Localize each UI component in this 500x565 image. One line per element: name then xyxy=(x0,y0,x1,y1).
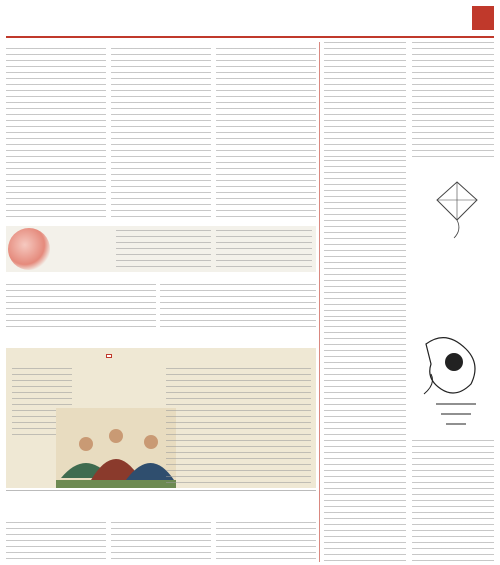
page-number xyxy=(472,6,494,30)
kite-illustration xyxy=(432,180,482,240)
feature-banner xyxy=(6,226,316,272)
poem-text xyxy=(6,284,156,328)
poem-text xyxy=(160,284,316,328)
right-text-column xyxy=(324,160,406,320)
poem-block xyxy=(6,278,156,348)
bottom-article-header xyxy=(6,492,316,496)
flower-icon xyxy=(8,228,50,270)
bottom-text-column xyxy=(111,522,211,562)
right-text-column xyxy=(412,440,494,562)
right-article-bottom xyxy=(324,440,494,562)
right-feature xyxy=(324,160,494,320)
bottom-text-column xyxy=(6,522,106,562)
illustration-side-text xyxy=(166,368,311,483)
ink-drawing xyxy=(416,324,492,436)
illustration-panel xyxy=(6,348,316,488)
section-divider xyxy=(6,490,316,491)
lead-text-column xyxy=(6,48,106,220)
masthead xyxy=(6,4,494,38)
lead-body xyxy=(6,48,316,220)
right-text-column xyxy=(324,440,406,562)
lead-text-column xyxy=(111,48,211,220)
lead-text-column xyxy=(216,48,316,220)
right-text-column xyxy=(412,42,494,160)
right-article-top xyxy=(324,42,494,160)
banner-quote xyxy=(116,230,211,268)
bottom-article-body xyxy=(6,522,316,562)
lead-article xyxy=(6,42,316,220)
right-art-block xyxy=(324,320,494,440)
banner-quote xyxy=(216,230,312,268)
masthead-rule xyxy=(6,36,494,38)
right-text-column xyxy=(324,320,406,440)
illustration-tag xyxy=(106,354,112,358)
poem-block xyxy=(160,278,316,348)
people-illustration xyxy=(56,408,176,488)
bottom-text-column xyxy=(216,522,316,562)
column-divider xyxy=(319,42,320,562)
right-text-column xyxy=(324,42,406,160)
